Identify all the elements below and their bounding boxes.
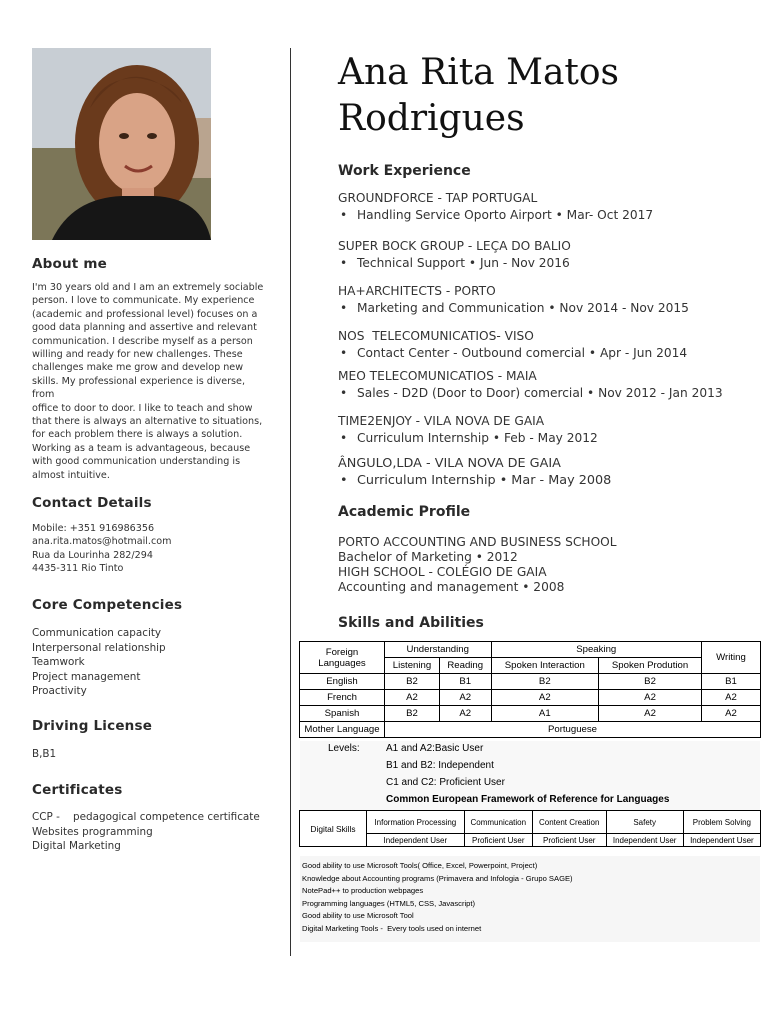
level-cell: B2 <box>599 674 702 690</box>
job-entry <box>338 190 758 224</box>
tool-item: Programming languages (HTML5, CSS, Javascript) <box>302 898 476 908</box>
contact-heading: Contact Details <box>32 495 152 511</box>
levels-label: Levels: <box>328 743 360 754</box>
academic-degree: Accounting and management • 2008 <box>338 580 565 594</box>
job-company: GROUNDFORCE - TAP PORTUGAL <box>338 191 538 205</box>
column-divider <box>290 48 291 956</box>
job-entry <box>338 368 758 402</box>
competency-item: Communication capacity <box>32 627 162 639</box>
digital-header: Information Processing <box>367 811 465 834</box>
job-company: SUPER BOCK GROUP - LEÇA DO BALIO <box>338 239 571 253</box>
level-cell: A2 <box>702 706 761 722</box>
digital-header: Safety <box>606 811 683 834</box>
certificates-heading: Certificates <box>32 782 123 798</box>
job-detail: Sales - D2D (Door to Door) comercial • Nov 2012 - Jan 2013 <box>357 386 723 400</box>
about-line: communication. I describe myself as a person <box>32 335 253 347</box>
job-entry <box>338 238 758 272</box>
level-cell: B2 <box>385 674 440 690</box>
level-cell: A2 <box>599 690 702 706</box>
driving-license-text: B,B1 <box>32 748 57 760</box>
academic-entry <box>338 565 564 595</box>
job-detail-row <box>338 430 758 447</box>
name-line-2: Rodrigues <box>338 98 525 139</box>
digital-value: Independent User <box>683 834 760 847</box>
driving-license-value <box>32 747 272 762</box>
about-line: willing and ready for new challenges. These <box>32 349 243 361</box>
work-heading: Work Experience <box>338 163 471 179</box>
table-row <box>300 722 761 738</box>
mother-language-label: Mother Language <box>300 722 385 738</box>
job-detail: Curriculum Internship • Feb - May 2012 <box>357 431 598 445</box>
digital-header: Content Creation <box>532 811 606 834</box>
contact-email[interactable]: ana.rita.matos@hotmail.com <box>32 536 172 548</box>
digital-value: Independent User <box>367 834 465 847</box>
tool-item: Good ability to use Microsoft Tools( Office, Excel, Powerpoint, Project) <box>302 861 538 870</box>
competency-item: Project management <box>32 670 141 683</box>
academic-school: PORTO ACCOUNTING AND BUSINESS SCHOOL <box>338 535 617 549</box>
table-row <box>300 690 761 706</box>
understanding-header: Understanding <box>385 642 492 658</box>
bullet: • <box>340 256 348 270</box>
competencies-heading: Core Competencies <box>32 597 183 613</box>
competencies-list <box>32 626 272 699</box>
digital-value: Proficient User <box>532 834 606 847</box>
framework-title: Common European Framework of Reference for Languages <box>386 794 670 805</box>
tool-item: Knowledge about Accounting programs (Primavera and Infologia - Grupo SAGE) <box>302 873 573 883</box>
about-heading: About me <box>32 256 107 272</box>
mother-language-value: Portuguese <box>385 722 761 738</box>
bullet: • <box>340 473 348 488</box>
job-company: TIME2ENJOY - VILA NOVA DE GAIA <box>338 414 545 428</box>
level-b: B1 and B2: Independent <box>386 760 494 771</box>
job-company: NOS TELECOMUNICATIOS- VISO <box>338 329 534 343</box>
competency-item: Teamwork <box>32 656 85 669</box>
about-line: Working as a team is advantageous, because <box>32 442 251 454</box>
level-a: A1 and A2:Basic User <box>386 743 484 754</box>
level-cell: A1 <box>491 706 599 722</box>
language-name: French <box>300 690 385 706</box>
full-name <box>338 50 619 142</box>
table-row <box>300 706 761 722</box>
about-line: office to door to door. I like to teach and show <box>32 402 253 414</box>
job-detail: Technical Support • Jun - Nov 2016 <box>357 256 570 270</box>
job-detail: Marketing and Communication • Nov 2014 - Nov 2015 <box>357 301 689 315</box>
digital-skills-label: Digital Skills <box>300 811 367 847</box>
language-name: Spanish <box>300 706 385 722</box>
job-company: ÂNGULO,LDA - VILA NOVA DE GAIA <box>338 456 561 471</box>
tool-item: Good ability to use Microsoft Tool <box>302 911 414 921</box>
job-entry <box>338 455 758 489</box>
digital-header: Communication <box>464 811 532 834</box>
digital-value: Independent User <box>606 834 683 847</box>
academic-entry <box>338 535 617 565</box>
bullet: • <box>340 346 348 360</box>
level-cell: A2 <box>491 690 599 706</box>
job-detail-row <box>338 345 758 362</box>
foreign-languages-header: Foreign Languages <box>300 642 385 674</box>
level-c: C1 and C2: Proficient User <box>386 777 505 788</box>
level-cell: A2 <box>599 706 702 722</box>
job-detail: Contact Center - Outbound comercial • Apr - Jun 2014 <box>357 346 688 360</box>
tool-item: Digital Marketing Tools - Every tools used on internet <box>302 923 482 933</box>
spoken-interaction-header: Spoken Interaction <box>491 658 599 674</box>
about-line: almost intuitive. <box>32 469 110 481</box>
table-row <box>300 674 761 690</box>
level-cell: B2 <box>491 674 599 690</box>
driving-heading: Driving License <box>32 718 153 734</box>
about-line: I'm 30 years old and I am an extremely sociable <box>32 282 264 293</box>
language-table <box>299 641 761 738</box>
writing-header: Writing <box>702 642 761 674</box>
bullet: • <box>340 431 348 445</box>
job-detail: Handling Service Oporto Airport • Mar- Oct 2017 <box>357 208 654 222</box>
level-cell: A2 <box>385 690 440 706</box>
job-entry <box>338 283 758 317</box>
speaking-header: Speaking <box>491 642 702 658</box>
job-company: HA+ARCHITECTS - PORTO <box>338 284 496 298</box>
about-line: good data planning and assertive and relevant <box>32 322 257 334</box>
academic-degree: Bachelor of Marketing • 2012 <box>338 550 518 564</box>
job-detail-row <box>338 472 758 489</box>
about-line: (academic and professional level) focuses on a <box>32 308 258 320</box>
certificates-list <box>32 810 272 854</box>
job-detail: Curriculum Internship • Mar - May 2008 <box>357 473 612 488</box>
language-name: English <box>300 674 385 690</box>
tool-item: NotePad++ to production webpages <box>302 886 424 896</box>
level-cell: A2 <box>439 706 491 722</box>
job-detail-row <box>338 255 758 272</box>
level-cell: B2 <box>385 706 440 722</box>
competency-item: Interpersonal relationship <box>32 641 166 654</box>
competency-item: Proactivity <box>32 685 87 698</box>
level-cell: A2 <box>439 690 491 706</box>
profile-photo <box>32 48 211 240</box>
bullet: • <box>340 386 348 400</box>
job-detail-row <box>338 300 758 317</box>
certificate-item: CCP - pedagogical competence certificate <box>32 811 260 823</box>
reading-header: Reading <box>439 658 491 674</box>
academic-heading: Academic Profile <box>338 504 471 520</box>
listening-header: Listening <box>385 658 440 674</box>
about-line: that there is always an alternative to situations, <box>32 416 263 428</box>
level-cell: B1 <box>702 674 761 690</box>
skills-heading: Skills and Abilities <box>338 615 484 631</box>
academic-school: HIGH SCHOOL - COLÉGIO DE GAIA <box>338 565 547 579</box>
digital-skills-table <box>299 810 761 847</box>
digital-value: Proficient User <box>464 834 532 847</box>
about-line: person. I love to communicate. My experience <box>32 295 255 307</box>
name-line-1: Ana Rita Matos <box>338 52 620 93</box>
job-detail-row <box>338 385 758 402</box>
about-line: with good communication understanding is <box>32 456 241 468</box>
about-text <box>32 281 264 482</box>
contact-mobile[interactable]: Mobile: +351 916986356 <box>32 523 155 534</box>
tools-list <box>300 856 760 942</box>
about-line: for each problem there is always a solution. <box>32 429 243 441</box>
certificate-item: Websites programming <box>32 825 153 838</box>
contact-details <box>32 522 264 576</box>
level-cell: B1 <box>439 674 491 690</box>
level-cell: A2 <box>702 690 761 706</box>
digital-header: Problem Solving <box>683 811 760 834</box>
job-entry <box>338 328 758 362</box>
about-line: challenges make me grow and develop new <box>32 362 244 374</box>
levels-legend <box>300 741 760 811</box>
job-company: MEO TELECOMUNICATIOS - MAIA <box>338 369 537 383</box>
portrait-illustration <box>32 48 211 240</box>
certificate-item: Digital Marketing <box>32 840 121 853</box>
bullet: • <box>340 301 348 315</box>
contact-address-line2: 4435-311 Rio Tinto <box>32 563 124 575</box>
job-entry <box>338 413 758 447</box>
spoken-production-header: Spoken Prodution <box>599 658 702 674</box>
job-detail-row <box>338 207 758 224</box>
bullet: • <box>340 208 348 222</box>
about-line: skills. My professional experience is diverse, from <box>32 375 245 401</box>
contact-address-line1: Rua da Lourinha 282/294 <box>32 549 153 561</box>
